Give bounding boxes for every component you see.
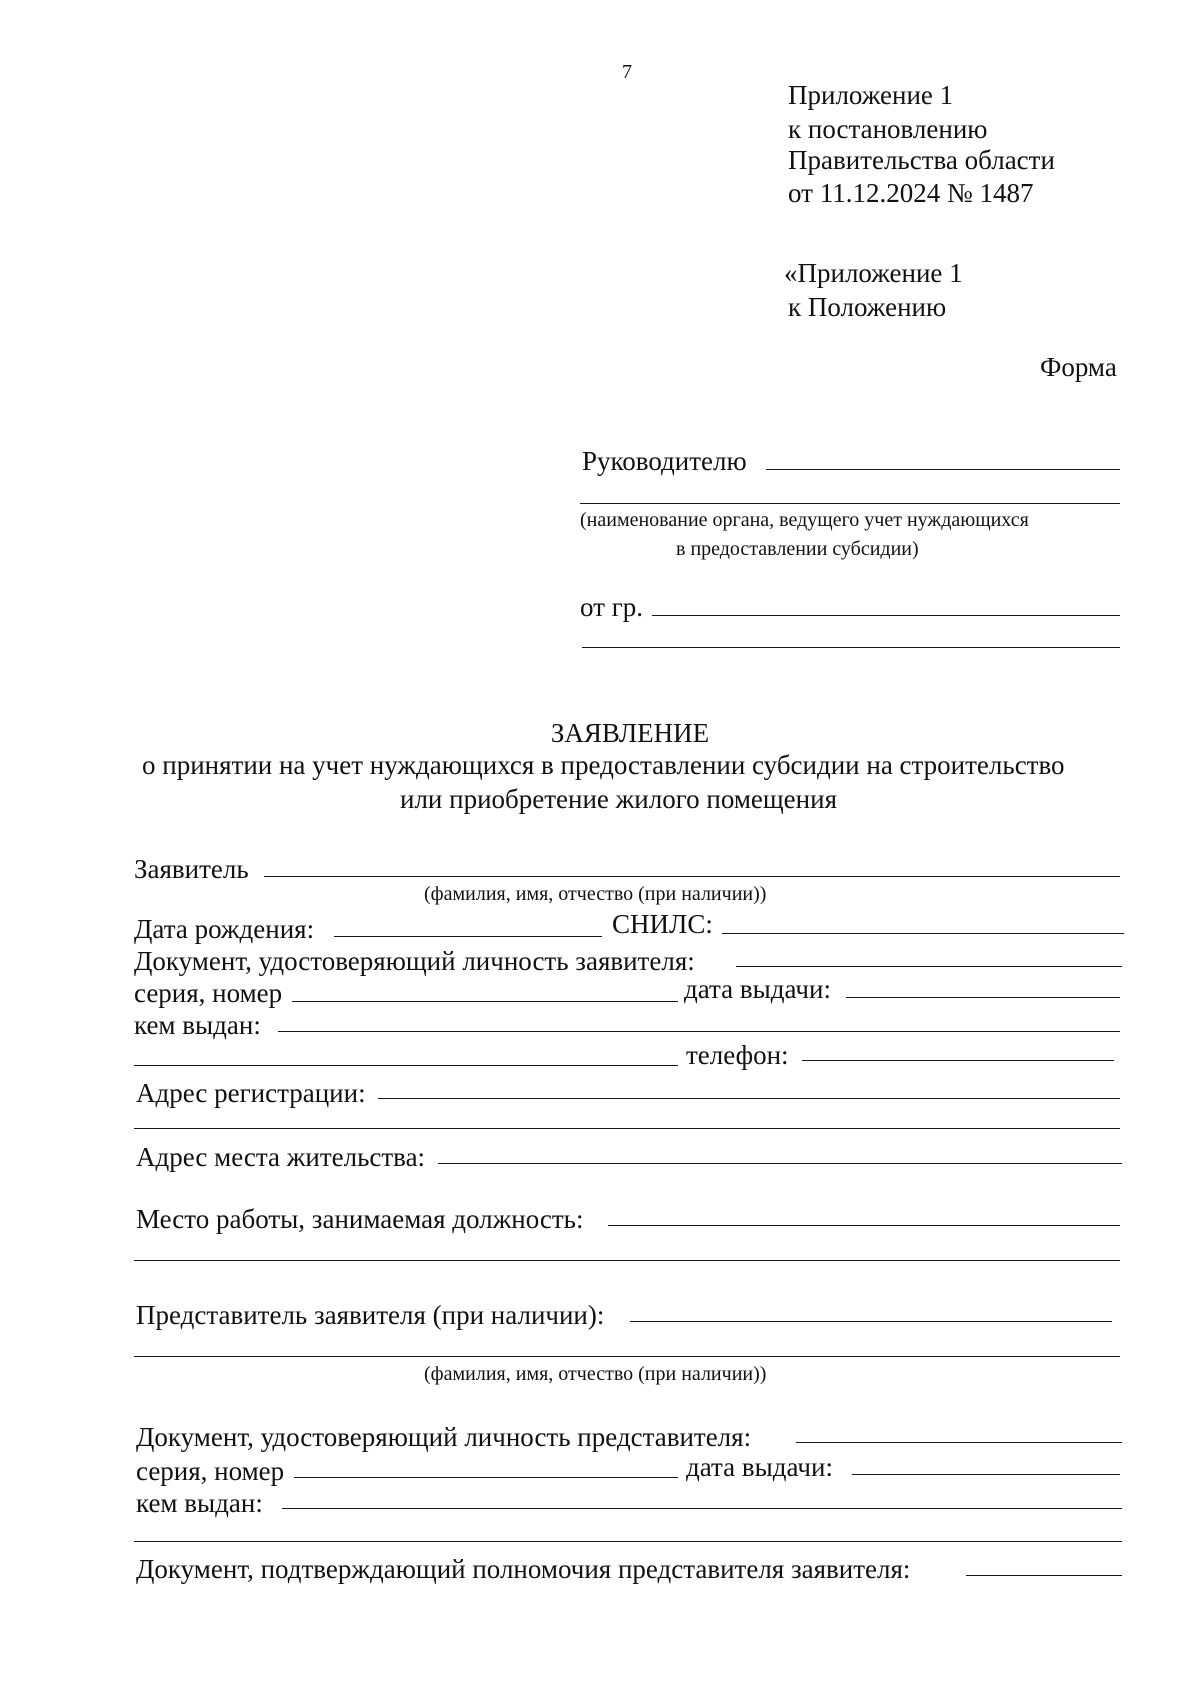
org-hint-line-1: (наименование органа, ведущего учет нуждающихся <box>580 509 1029 531</box>
annex2-line-1: «Приложение 1 <box>784 258 963 288</box>
representative-line-2[interactable] <box>134 1356 1120 1357</box>
form-label: Форма <box>1040 352 1117 382</box>
reg-address-line-2[interactable] <box>134 1128 1120 1129</box>
rep-series-number-line[interactable] <box>294 1477 678 1478</box>
rep-issue-date-label: дата выдачи: <box>686 1452 833 1482</box>
rep-issued-by-line[interactable] <box>282 1508 1122 1509</box>
rep-id-doc-label: Документ, удостоверяющий личность представителя: <box>136 1422 752 1452</box>
title-sub-2: или приобретение жилого помещения <box>400 784 837 814</box>
from-line[interactable] <box>652 615 1120 616</box>
rep-series-number-label: серия, номер <box>136 1456 285 1486</box>
birth-date-line[interactable] <box>334 936 602 937</box>
representative-label: Представитель заявителя (при наличии): <box>136 1300 605 1330</box>
work-place-line[interactable] <box>608 1225 1120 1226</box>
issued-by-line[interactable] <box>278 1031 1120 1032</box>
page-number: 7 <box>622 61 632 83</box>
rep-authority-doc-line[interactable] <box>966 1575 1122 1576</box>
rep-issued-by-label: кем выдан: <box>136 1488 263 1518</box>
from-label: от гр. <box>580 592 644 622</box>
id-doc-line[interactable] <box>736 966 1122 967</box>
live-address-line[interactable] <box>438 1163 1122 1164</box>
reg-address-line[interactable] <box>378 1098 1120 1099</box>
title-sub-1: о принятии на учет нуждающихся в предоставлении субсидии на строительство <box>142 750 1065 780</box>
rep-authority-doc-label: Документ, подтверждающий полномочия представителя заявителя: <box>136 1554 911 1584</box>
rep-issued-by-line-2[interactable] <box>134 1541 1122 1542</box>
representative-line[interactable] <box>630 1321 1112 1322</box>
series-number-label: серия, номер <box>134 978 283 1008</box>
annex-line-2: к постановлению <box>788 114 988 144</box>
document-title: ЗАЯВЛЕНИЕ <box>550 718 710 748</box>
annex-line-1: Приложение 1 <box>788 80 954 110</box>
org-hint-line-2: в предоставлении субсидии) <box>676 538 919 560</box>
phone-label: телефон: <box>686 1040 789 1070</box>
reg-address-label: Адрес регистрации: <box>136 1078 366 1108</box>
issue-date-line[interactable] <box>846 997 1120 998</box>
to-line[interactable] <box>766 469 1120 470</box>
birth-date-label: Дата рождения: <box>134 914 315 944</box>
annex-line-3: Правительства области <box>788 145 1055 175</box>
applicant-line[interactable] <box>264 876 1120 877</box>
rep-issue-date-line[interactable] <box>852 1474 1120 1475</box>
to-label: Руководителю <box>582 446 747 476</box>
live-address-label: Адрес места жительства: <box>136 1142 426 1172</box>
rep-id-doc-line[interactable] <box>796 1442 1122 1443</box>
snils-label: СНИЛС: <box>612 909 713 939</box>
rep-fio-hint: (фамилия, имя, отчество (при наличии)) <box>424 1363 767 1385</box>
annex-line-4: от 11.12.2024 № 1487 <box>788 178 1034 208</box>
from-line-2[interactable] <box>582 647 1120 648</box>
issued-by-label: кем выдан: <box>134 1010 261 1040</box>
work-place-label: Место работы, занимаемая должность: <box>136 1204 584 1234</box>
applicant-fio-hint: (фамилия, имя, отчество (при наличии)) <box>424 883 767 905</box>
issued-by-line-2[interactable] <box>134 1065 678 1066</box>
annex2-line-2: к Положению <box>788 292 947 322</box>
phone-line[interactable] <box>802 1060 1114 1061</box>
id-doc-label: Документ, удостоверяющий личность заявителя: <box>134 946 695 976</box>
applicant-label: Заявитель <box>134 854 249 884</box>
issue-date-label: дата выдачи: <box>684 974 831 1004</box>
work-place-line-2[interactable] <box>134 1260 1120 1261</box>
snils-line[interactable] <box>722 933 1124 934</box>
series-number-line[interactable] <box>292 1001 678 1002</box>
org-name-line[interactable] <box>580 503 1120 504</box>
